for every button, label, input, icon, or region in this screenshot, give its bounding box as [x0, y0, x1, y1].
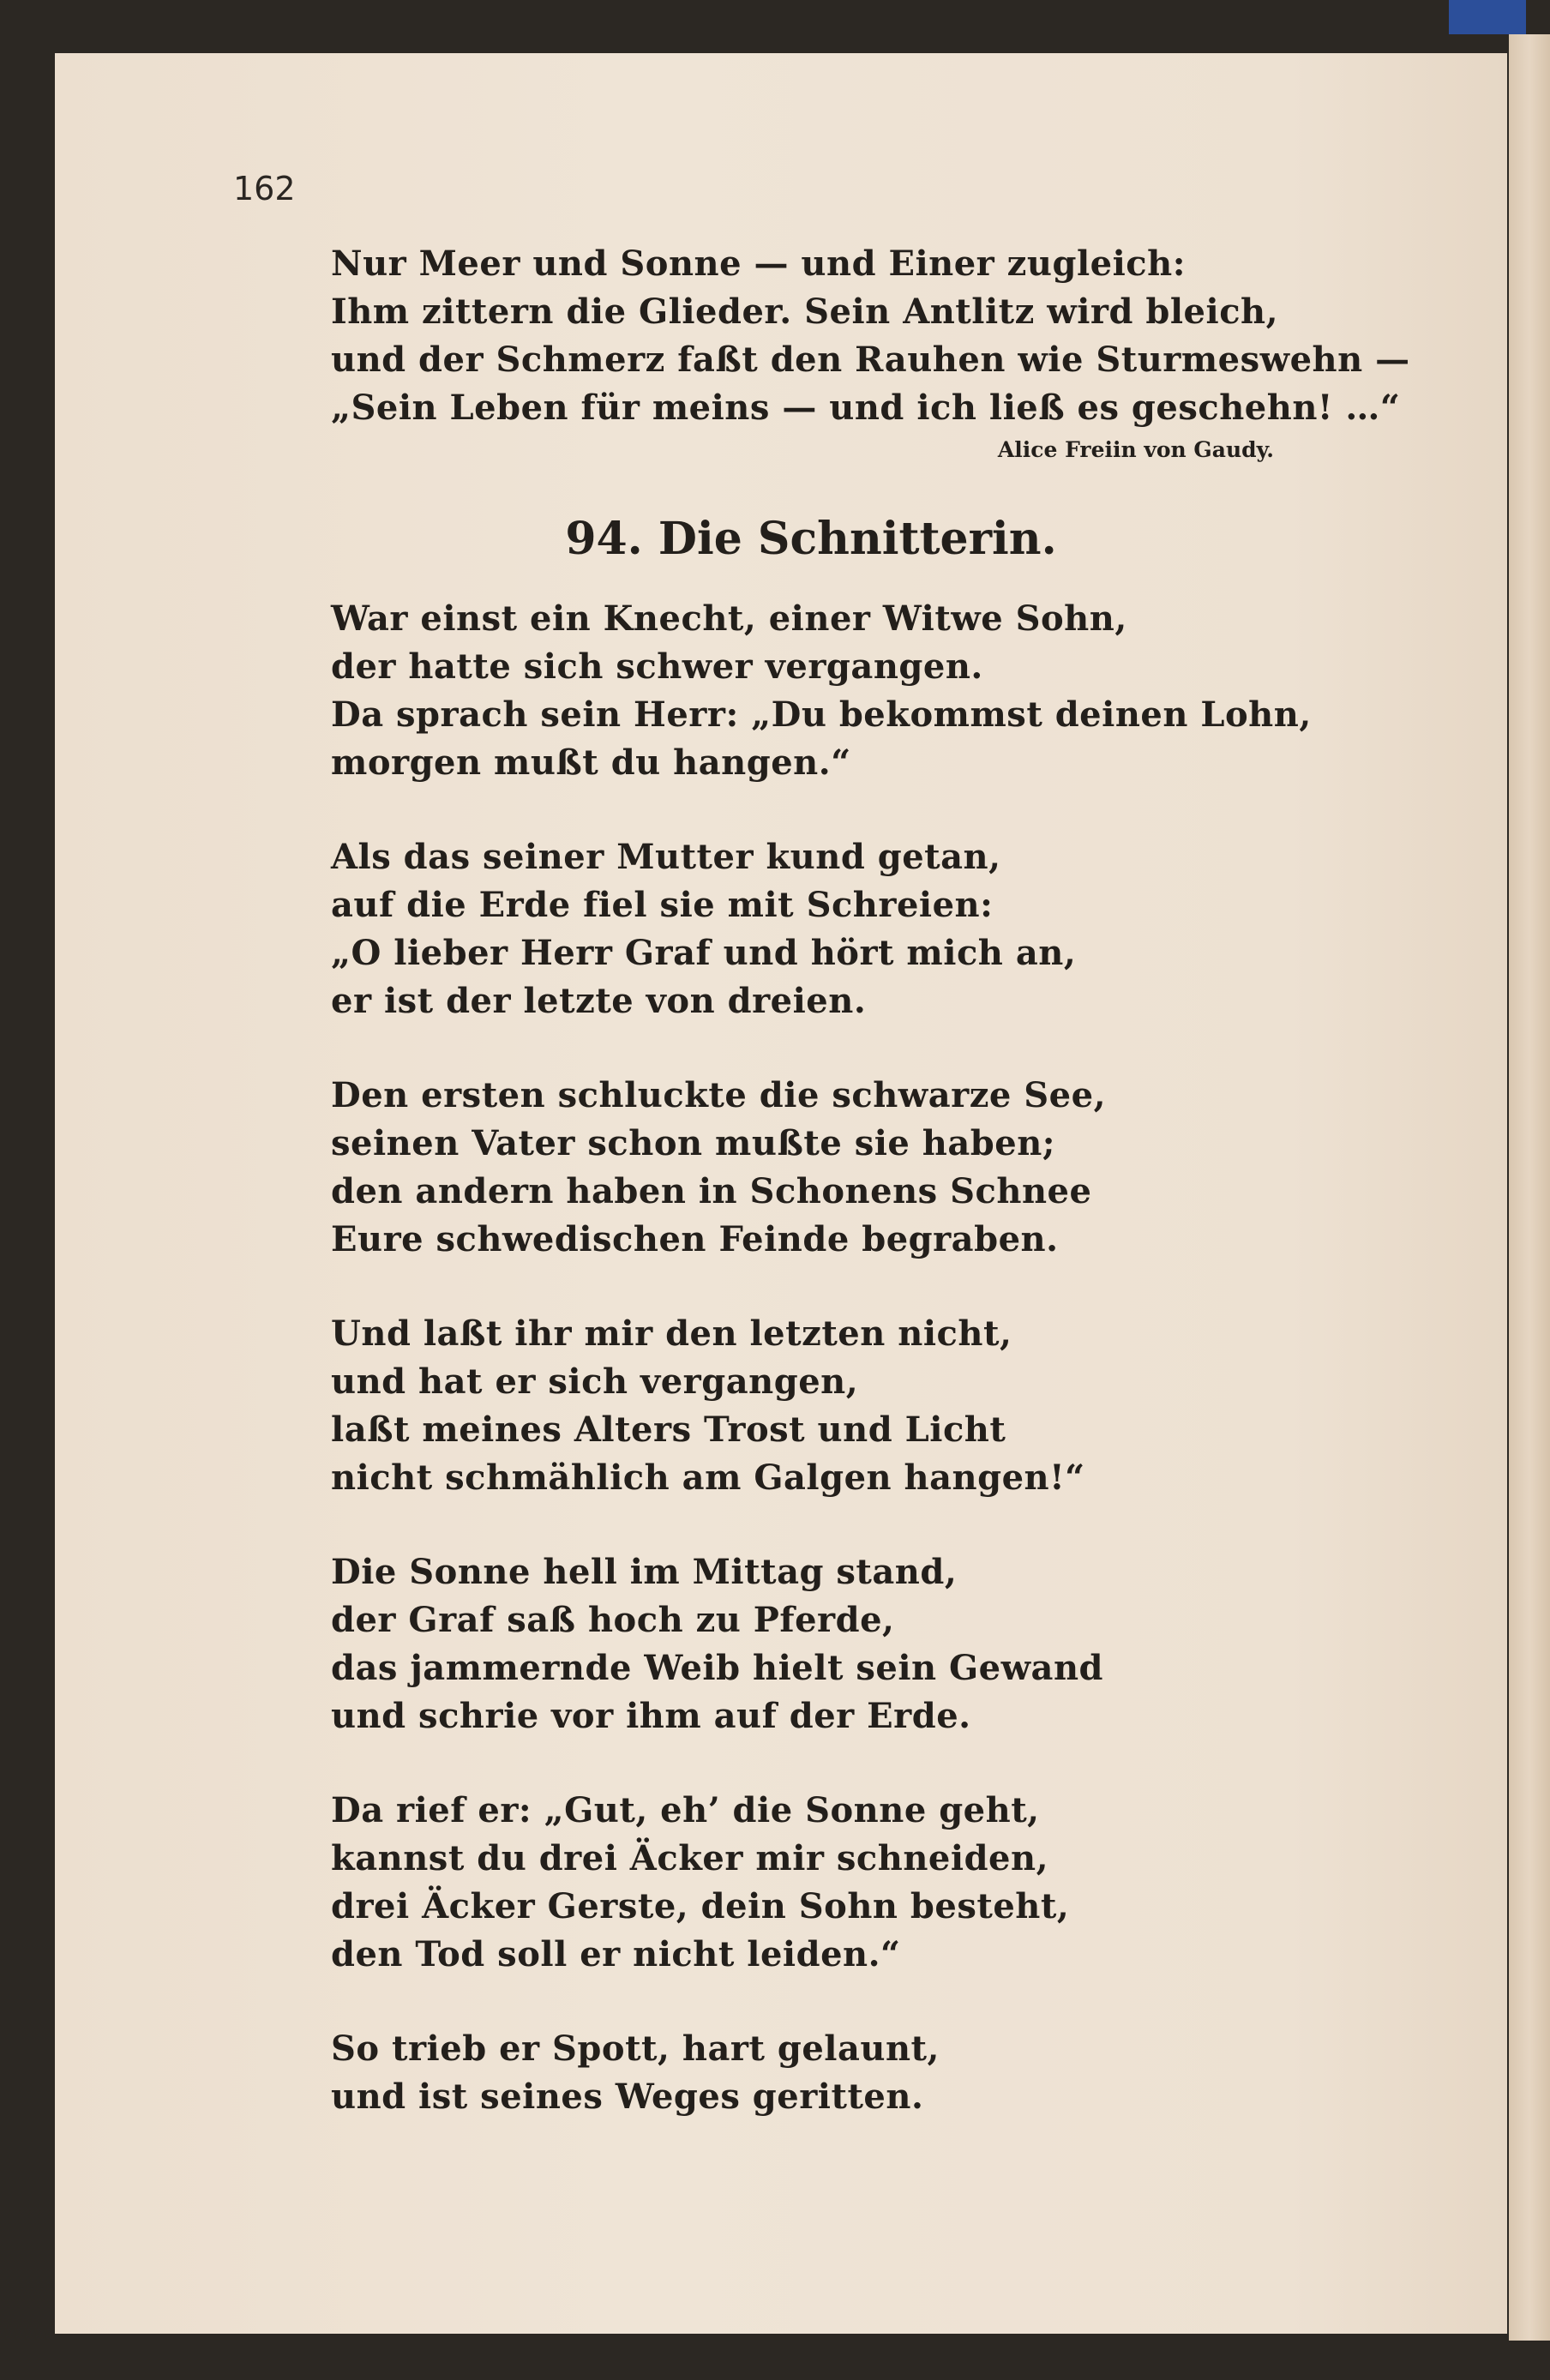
verse-line: War einst ein Knecht, einer Witwe Sohn,	[331, 598, 1127, 639]
verse-line: Da sprach sein Herr: „Du bekommst deinen Lohn,	[331, 694, 1312, 735]
stanza	[331, 2025, 1291, 2121]
verse-line: kannst du drei Äcker mir schneiden,	[331, 1838, 1048, 1878]
verse-line: und hat er sich vergangen,	[331, 1361, 859, 1402]
verse-line: den Tod soll er nicht leiden.“	[331, 1934, 901, 1974]
verse-line: nicht schmählich am Galgen hangen!“	[331, 1457, 1085, 1498]
verse-line: laßt meines Alters Trost und Licht	[331, 1409, 1006, 1450]
poem-title: 94. Die Schnitterin.	[565, 513, 1057, 565]
verse-line: Ihm zittern die Glieder. Sein Antlitz wird bleich,	[331, 291, 1279, 332]
verse-line: Den ersten schluckte die schwarze See,	[331, 1075, 1106, 1115]
verse-line: auf die Erde fiel sie mit Schreien:	[331, 885, 994, 925]
adjacent-page-edge	[1509, 34, 1550, 2341]
stanza	[331, 595, 1312, 787]
book-spine-edge	[1449, 0, 1526, 34]
stanza	[331, 1310, 1291, 1502]
verse-line: Da rief er: „Gut, eh’ die Sonne geht,	[331, 1790, 1040, 1830]
verse-line: Als das seiner Mutter kund getan,	[331, 837, 1001, 877]
author-attribution: Alice Freiin von Gaudy.	[997, 437, 1274, 462]
stanza	[331, 1787, 1291, 1979]
verse-line: drei Äcker Gerste, dein Sohn besteht,	[331, 1886, 1070, 1926]
verse-line: das jammernde Weib hielt sein Gewand	[331, 1648, 1104, 1688]
verse-line: Die Sonne hell im Mittag stand,	[331, 1552, 958, 1592]
stanza	[331, 1548, 1291, 1740]
page-number: 162	[233, 170, 296, 207]
verse-line: „Sein Leben für meins — und ich ließ es geschehn! …“	[331, 388, 1401, 428]
verse-line: seinen Vater schon mußte sie haben;	[331, 1123, 1056, 1163]
verse-line: den andern haben in Schonens Schnee	[331, 1171, 1092, 1211]
stanza	[331, 1072, 1291, 1264]
verse-line: der hatte sich schwer vergangen.	[331, 646, 983, 687]
verse-line: „O lieber Herr Graf und hört mich an,	[331, 933, 1077, 973]
verse-line: morgen mußt du hangen.“	[331, 742, 851, 783]
text-block	[331, 240, 1410, 2121]
verse-line: und der Schmerz faßt den Rauhen wie Sturmeswehn —	[331, 340, 1410, 380]
verse-line: und ist seines Weges geritten.	[331, 2076, 924, 2117]
verse-line: der Graf saß hoch zu Pferde,	[331, 1600, 895, 1640]
intro-stanza	[331, 240, 1410, 432]
verse-line: So trieb er Spott, hart gelaunt,	[331, 2028, 940, 2069]
verse-line: und schrie vor ihm auf der Erde.	[331, 1696, 971, 1736]
verse-line: Und laßt ihr mir den letzten nicht,	[331, 1313, 1012, 1354]
verse-line: Nur Meer und Sonne — und Einer zugleich:	[331, 243, 1186, 284]
stanza	[331, 833, 1291, 1025]
verse-line: Eure schwedischen Feinde begraben.	[331, 1219, 1059, 1259]
verse-line: er ist der letzte von dreien.	[331, 981, 867, 1021]
